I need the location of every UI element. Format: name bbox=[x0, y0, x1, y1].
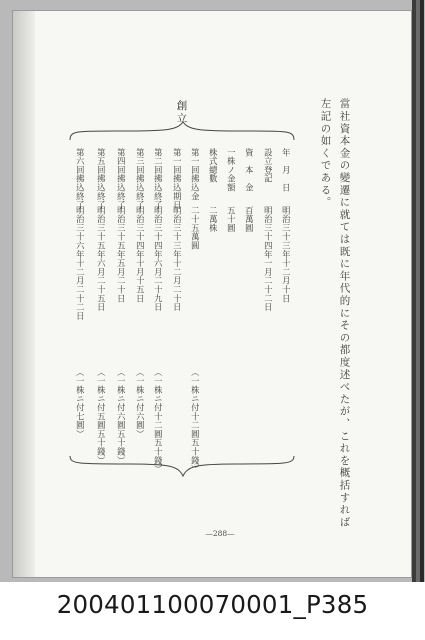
table-row-label: 第四回拂込終了 bbox=[116, 148, 127, 210]
table-row-note: （一株ニ付十二圓五十錢） bbox=[190, 368, 201, 474]
table-row-value: 明治三十四年一月二十二日 bbox=[263, 206, 274, 312]
table-row-label: 第三回拂込終了 bbox=[135, 148, 146, 210]
table-row-label: 第二回拂込終了 bbox=[153, 148, 164, 210]
table-row-value: 明治三十四年十月十五日 bbox=[135, 206, 146, 303]
table-row-label: 株式總數 bbox=[208, 148, 219, 184]
table-row-value: 二萬株 bbox=[208, 206, 219, 233]
table-row-value: 明治三十五年六月二十五日 bbox=[96, 206, 107, 312]
table-row-label: 第五回拂込終了 bbox=[96, 148, 107, 210]
table-row-label: 第一回拂込期日 bbox=[172, 148, 183, 210]
intro-line-1: 當社資本金の變遷に就ては既に年代的にその都度述べたが、これを概括すれば bbox=[338, 98, 351, 529]
table-row-note: （一株ニ付十二圓五十錢） bbox=[153, 368, 164, 474]
intro-line-2: 左記の如くである。 bbox=[319, 98, 332, 209]
table-row-label: 第六回拂込終了 bbox=[75, 148, 86, 210]
page-number: —288— bbox=[205, 529, 235, 538]
table-row-label: 一株ノ金額 bbox=[226, 148, 237, 192]
table-row-value: 二十五萬圓 bbox=[190, 206, 201, 250]
table-row-label: 設立登記 bbox=[263, 148, 274, 184]
table-row-value: 明治三十三年十二月二十日 bbox=[172, 206, 183, 312]
table-row-value: 百萬圓 bbox=[244, 206, 255, 233]
table-row-note: （一株ニ付七圓） bbox=[75, 368, 86, 439]
table-row-value: 明治三十四年六月二十九日 bbox=[153, 206, 164, 312]
table-row-value: 明治三十三年十二月十日 bbox=[281, 206, 292, 303]
table-row-label: 年 月 日 bbox=[281, 148, 292, 192]
table-row-value: 明治三十五年五月二十日 bbox=[116, 206, 127, 303]
table-row-note: （一株ニ付六圓五十錢） bbox=[116, 368, 127, 465]
table-row-note: （一株ニ付五圓五十錢） bbox=[96, 368, 107, 465]
table-row-label: 資 本 金 bbox=[244, 148, 255, 192]
image-id-caption: 200401100070001_P385 bbox=[56, 590, 369, 619]
table-row-value: 明治三十六年十二月二十二日 bbox=[75, 206, 86, 321]
table-row-note: （一株ニ付六圓） bbox=[135, 368, 146, 439]
table-row-value: 五十圓 bbox=[226, 206, 237, 233]
section-heading: 創立 bbox=[175, 100, 188, 125]
table-row-label: 第一回拂込金 bbox=[190, 148, 201, 201]
